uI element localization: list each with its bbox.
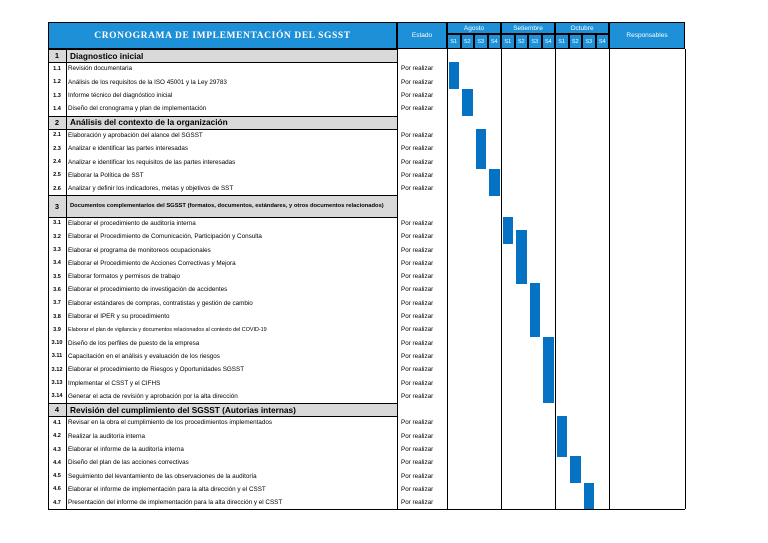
implementation-schedule-table bbox=[48, 22, 685, 514]
task-status: Por realizar bbox=[401, 105, 434, 113]
task-activity: Diseño del plan de las acciones correctivas bbox=[68, 459, 189, 467]
week-header: S3 bbox=[474, 34, 488, 49]
task-number: 3.8 bbox=[53, 313, 61, 320]
gantt-bar bbox=[449, 62, 460, 76]
gantt-bar bbox=[543, 350, 554, 364]
section-divider bbox=[48, 116, 397, 117]
task-number: 3.3 bbox=[53, 247, 61, 254]
section-divider bbox=[48, 217, 397, 218]
task-status: Por realizar bbox=[401, 313, 434, 321]
section-title: Documentos complementarios del SGSST (formatos, documentos, estándares, y otros documentos relacionados) bbox=[66, 195, 397, 217]
gantt-bar bbox=[543, 390, 554, 404]
gantt-bar bbox=[503, 230, 514, 244]
gantt-bar bbox=[557, 416, 568, 430]
border-bottom bbox=[48, 509, 685, 510]
gantt-bar bbox=[462, 102, 473, 116]
column-divider bbox=[48, 49, 49, 509]
gantt-bar bbox=[557, 443, 568, 457]
section-divider bbox=[48, 416, 397, 417]
task-status: Por realizar bbox=[401, 472, 434, 480]
task-status: Por realizar bbox=[401, 246, 434, 254]
task-activity: Elaborar el Procedimiento de Comunicación, Participación y Consulta bbox=[68, 233, 262, 241]
task-activity: Diseño del cronograma y plan de implementación bbox=[68, 105, 207, 113]
section-title: Análisis del contexto de la organización bbox=[66, 116, 397, 129]
task-status: Por realizar bbox=[401, 158, 434, 166]
task-status: Por realizar bbox=[401, 171, 434, 179]
gantt-bar bbox=[449, 76, 460, 90]
task-status: Por realizar bbox=[401, 485, 434, 493]
task-number: 3.2 bbox=[53, 233, 61, 240]
task-number: 4.2 bbox=[53, 433, 61, 440]
task-number: 1.3 bbox=[53, 92, 61, 99]
gantt-bar bbox=[516, 270, 527, 284]
task-status: Por realizar bbox=[401, 392, 434, 400]
gantt-bar bbox=[530, 323, 541, 337]
task-status: Por realizar bbox=[401, 273, 434, 281]
task-status: Por realizar bbox=[401, 432, 434, 440]
gantt-bar bbox=[516, 243, 527, 257]
task-status: Por realizar bbox=[401, 65, 434, 73]
task-activity: Analizar e identificar las partes interesadas bbox=[68, 145, 189, 153]
task-activity: Revisar en la obra el cumplimiento de los procedimientos implementados bbox=[68, 419, 273, 427]
task-number: 2.5 bbox=[53, 172, 61, 179]
task-number: 3.11 bbox=[51, 353, 63, 360]
week-header: S3 bbox=[582, 34, 596, 49]
column-divider bbox=[397, 49, 398, 509]
task-status: Por realizar bbox=[401, 145, 434, 153]
task-status: Por realizar bbox=[401, 78, 434, 86]
task-status: Por realizar bbox=[401, 286, 434, 294]
task-number: 3.5 bbox=[53, 273, 61, 280]
task-number: 1.2 bbox=[53, 79, 61, 86]
week-header: S2 bbox=[569, 34, 583, 49]
task-activity: Seguimiento del levantamiento de las observaciones de la auditoría bbox=[68, 472, 257, 480]
task-activity: Elaborar estándares de compras, contratistas y gestión de cambio bbox=[68, 299, 253, 307]
task-status: Por realizar bbox=[401, 299, 434, 307]
task-number: 2.1 bbox=[53, 132, 61, 139]
task-number: 3.12 bbox=[51, 366, 63, 373]
task-activity: Presentación del informe de implementación para la alta dirección y el CSST bbox=[68, 499, 283, 507]
gantt-bar bbox=[584, 496, 595, 510]
week-header: S4 bbox=[596, 34, 610, 49]
task-status: Por realizar bbox=[401, 446, 434, 454]
section-number: 2 bbox=[48, 116, 66, 129]
section-divider bbox=[48, 49, 397, 50]
task-status: Por realizar bbox=[401, 326, 434, 334]
task-status: Por realizar bbox=[401, 233, 434, 241]
section-divider bbox=[48, 403, 397, 404]
task-number: 3.4 bbox=[53, 260, 61, 267]
gantt-bar bbox=[489, 182, 500, 196]
week-header: S2 bbox=[461, 34, 475, 49]
gantt-bar bbox=[462, 89, 473, 103]
column-divider bbox=[447, 49, 448, 509]
task-activity: Revisión documentaria bbox=[68, 65, 133, 73]
task-activity: Elaborar el IPER y su procedimiento bbox=[68, 313, 170, 321]
task-number: 4.1 bbox=[53, 419, 61, 426]
gantt-bar bbox=[476, 155, 487, 169]
border-top bbox=[48, 22, 685, 23]
task-number: 3.7 bbox=[53, 300, 61, 307]
task-number: 4.4 bbox=[53, 459, 61, 466]
section-title: Revisión del cumplimiento del SGSST (Autorias internas) bbox=[66, 403, 397, 416]
task-status: Por realizar bbox=[401, 185, 434, 193]
task-activity: Elaborar formatos y permisos de trabajo bbox=[68, 273, 180, 281]
gantt-bar bbox=[570, 456, 581, 470]
task-status: Por realizar bbox=[401, 219, 434, 227]
task-number: 3.14 bbox=[51, 393, 63, 400]
task-activity: Elaborar el procedimiento de auditoría interna bbox=[68, 219, 196, 227]
task-activity: Elaborar el informe de la auditoría interna bbox=[68, 446, 184, 454]
task-status: Por realizar bbox=[401, 459, 434, 467]
responsables-header: Responsables bbox=[609, 22, 685, 49]
task-status: Por realizar bbox=[401, 499, 434, 507]
column-divider bbox=[609, 49, 610, 509]
gantt-bar bbox=[530, 297, 541, 311]
gantt-bar bbox=[530, 310, 541, 324]
task-activity: Elaborar el plan de vigilancia y documentos relacionados al contexto del COVID-19 bbox=[68, 326, 267, 333]
task-status: Por realizar bbox=[401, 92, 434, 100]
task-status: Por realizar bbox=[401, 379, 434, 387]
task-number: 2.6 bbox=[53, 185, 61, 192]
gantt-bar bbox=[543, 376, 554, 390]
task-status: Por realizar bbox=[401, 419, 434, 427]
task-number: 3.13 bbox=[51, 380, 63, 387]
table-title: CRONOGRAMA DE IMPLEMENTACIÓN DEL SGSST bbox=[48, 22, 397, 49]
week-header: S2 bbox=[515, 34, 529, 49]
task-activity: Implementar el CSST y el CIFHS bbox=[68, 379, 161, 387]
column-divider bbox=[555, 49, 556, 509]
gantt-bar bbox=[503, 217, 514, 231]
gantt-bar bbox=[516, 230, 527, 244]
gantt-bar bbox=[516, 257, 527, 271]
task-activity: Elaborar la Política de SST bbox=[68, 171, 144, 179]
week-header: S1 bbox=[447, 34, 461, 49]
gantt-bar bbox=[570, 470, 581, 484]
task-activity: Informe técnico del diagnóstico inicial bbox=[68, 92, 173, 100]
task-status: Por realizar bbox=[401, 366, 434, 374]
task-activity: Generar el acta de revisión y aprobación por la alta dirección bbox=[68, 392, 238, 400]
gantt-bar bbox=[530, 283, 541, 297]
task-number: 3.9 bbox=[53, 326, 61, 333]
task-status: Por realizar bbox=[401, 259, 434, 267]
task-activity: Elaborar el informe de implementación para la alta dirección y el CSST bbox=[68, 485, 266, 493]
task-activity: Realizar la auditoría interna bbox=[68, 432, 146, 440]
task-number: 4.3 bbox=[53, 446, 61, 453]
gantt-bar bbox=[476, 129, 487, 143]
task-number: 2.4 bbox=[53, 159, 61, 166]
task-status: Por realizar bbox=[401, 352, 434, 360]
month-header: Agosto bbox=[447, 22, 501, 34]
task-number: 3.1 bbox=[53, 220, 61, 227]
column-divider bbox=[685, 49, 686, 509]
month-header: Setiembre bbox=[501, 22, 555, 34]
task-activity: Análisis de los requisitos de la ISO 45001 y la Ley 29783 bbox=[68, 78, 227, 86]
section-number: 1 bbox=[48, 49, 66, 62]
section-number: 3 bbox=[48, 195, 66, 217]
task-activity: Elaborar el Procedimiento de Acciones Correctivas y Mejora bbox=[68, 259, 236, 267]
gantt-bar bbox=[543, 337, 554, 351]
task-number: 3.6 bbox=[53, 286, 61, 293]
task-number: 4.7 bbox=[53, 499, 61, 506]
task-activity: Elaborar el programa de monitoreos ocupacionales bbox=[68, 246, 211, 254]
task-activity: Elaborar el procedimiento de investigación de accidentes bbox=[68, 286, 228, 294]
column-divider bbox=[501, 49, 502, 509]
task-number: 4.6 bbox=[53, 486, 61, 493]
task-activity: Capacitación en el análisis y evaluación de los riesgos bbox=[68, 352, 220, 360]
task-activity: Elaborar el procedimiento de Riesgos y Oportunidades SGSST bbox=[68, 366, 245, 374]
gantt-bar bbox=[489, 169, 500, 183]
week-header: S4 bbox=[488, 34, 502, 49]
task-activity: Elaboración y aprobación del alance del SGSST bbox=[68, 131, 203, 139]
week-header: S1 bbox=[501, 34, 515, 49]
task-activity: Diseño de los perfiles de puesto de la empresa bbox=[68, 339, 200, 347]
week-header: S3 bbox=[528, 34, 542, 49]
gantt-bar bbox=[476, 142, 487, 156]
task-number: 3.10 bbox=[51, 340, 63, 347]
month-header: Octubre bbox=[555, 22, 609, 34]
week-header: S4 bbox=[542, 34, 556, 49]
section-title: Diagnostico inicial bbox=[66, 49, 397, 62]
task-status: Por realizar bbox=[401, 131, 434, 139]
task-number: 2.3 bbox=[53, 145, 61, 152]
task-number: 1.4 bbox=[53, 105, 61, 112]
task-status: Por realizar bbox=[401, 339, 434, 347]
section-divider bbox=[48, 62, 397, 63]
estado-header: Estado bbox=[397, 22, 447, 49]
section-divider bbox=[48, 195, 397, 196]
column-divider bbox=[66, 49, 67, 509]
section-number: 4 bbox=[48, 403, 66, 416]
task-activity: Analizar y definir los indicadores, metas y objetivos de SST bbox=[68, 185, 234, 193]
task-number: 4.5 bbox=[53, 473, 61, 480]
gantt-bar bbox=[557, 430, 568, 444]
section-divider bbox=[48, 129, 397, 130]
gantt-bar bbox=[584, 483, 595, 497]
task-number: 1.1 bbox=[53, 65, 61, 72]
gantt-bar bbox=[543, 363, 554, 377]
week-header: S1 bbox=[555, 34, 569, 49]
task-activity: Analizar e identificar los requisitos de las partes interesadas bbox=[68, 158, 236, 166]
